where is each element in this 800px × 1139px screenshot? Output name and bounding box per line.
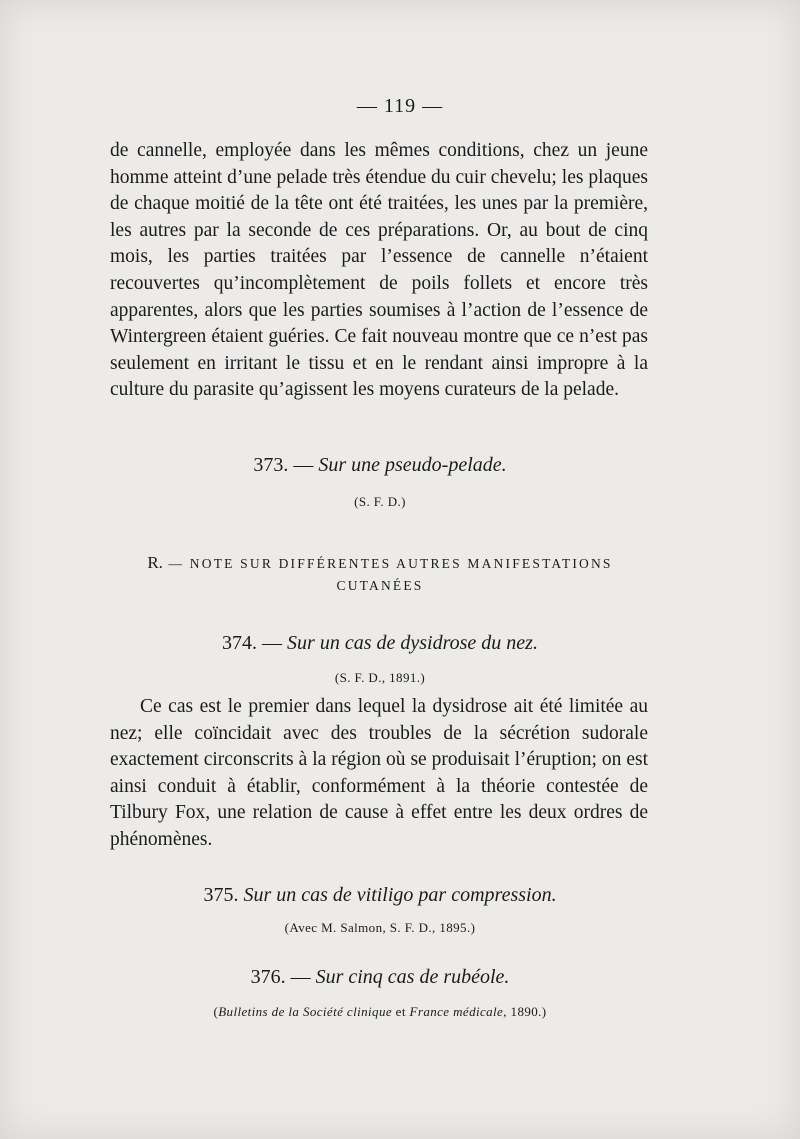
source-journal-2: France médicale, <box>409 1004 507 1019</box>
page-number: — 119 — <box>356 95 444 117</box>
section-heading-line1 <box>110 552 650 575</box>
item-374-source: (S. F. D., 1891.) <box>334 670 426 685</box>
section-letter: R. <box>147 553 163 572</box>
item-373-title <box>100 454 660 477</box>
item-title-text: Sur cinq cas de rubéole. <box>315 966 510 988</box>
section-heading-text: — NOTE SUR DIFFÉRENTES AUTRES MANIFESTATIONS <box>168 556 613 571</box>
item-374-title <box>100 632 660 655</box>
source-journal-1: Bulletins de la Société clinique <box>218 1004 393 1019</box>
source-year: 1890.) <box>510 1004 547 1019</box>
item-376-source: (Bulletins de la Société clinique et France médicale, 1890.) <box>213 1004 547 1019</box>
item-title-text: Sur un cas de dysidrose du nez. <box>287 632 538 654</box>
source-connector: et <box>395 1004 406 1019</box>
item-376-title <box>100 966 660 989</box>
item-number: 375. <box>203 884 239 906</box>
section-heading <box>110 552 650 597</box>
paragraph-pelade-treatment: de cannelle, employée dans les mêmes conditions, chez un jeune homme atteint d’une pelade très étendue du cuir chevelu; les plaques de chaque moitié de la tête ont été traitées, les unes par la première, les autres par la seconde de ces préparations. Or, au bout de cinq mois, les parties traitées par l’essence de cannelle n’étaient recouvertes qu’incomplètement de poils follets et encore très apparentes, alors que les parties soumises à l’action de l’essence de Wintergreen étaient guéries. Ce fait nouveau montre que ce n’est pas seulement en irritant le tissu et en le rendant ainsi impropre à la culture du parasite qu’agissent les moyens curateurs de la pelade. <box>110 140 648 401</box>
item-number: 374. — <box>222 632 283 654</box>
item-375-title <box>100 884 660 907</box>
item-title-text: Sur une pseudo-pelade. <box>318 454 507 476</box>
item-373-source: (S. F. D.) <box>354 494 406 509</box>
item-number: 373. — <box>253 454 314 476</box>
item-number: 376. — <box>250 966 311 988</box>
paragraph-dysidrose: Ce cas est le premier dans lequel la dysidrose ait été limitée au nez; elle coïncidait avec des troubles de la sécrétion sudorale exactement circonscrits à la région où se produisait l’éruption; on est ainsi conduit à établir, conformément à la théorie contestée de Tilbury Fox, une relation de cause à effet entre les deux ordres de phénomènes. <box>110 696 648 850</box>
section-heading-line2: CUTANÉES <box>336 578 424 593</box>
item-title-text: Sur un cas de vitiligo par compression. <box>243 884 557 906</box>
item-375-source: (Avec M. Salmon, S. F. D., 1895.) <box>284 920 476 935</box>
